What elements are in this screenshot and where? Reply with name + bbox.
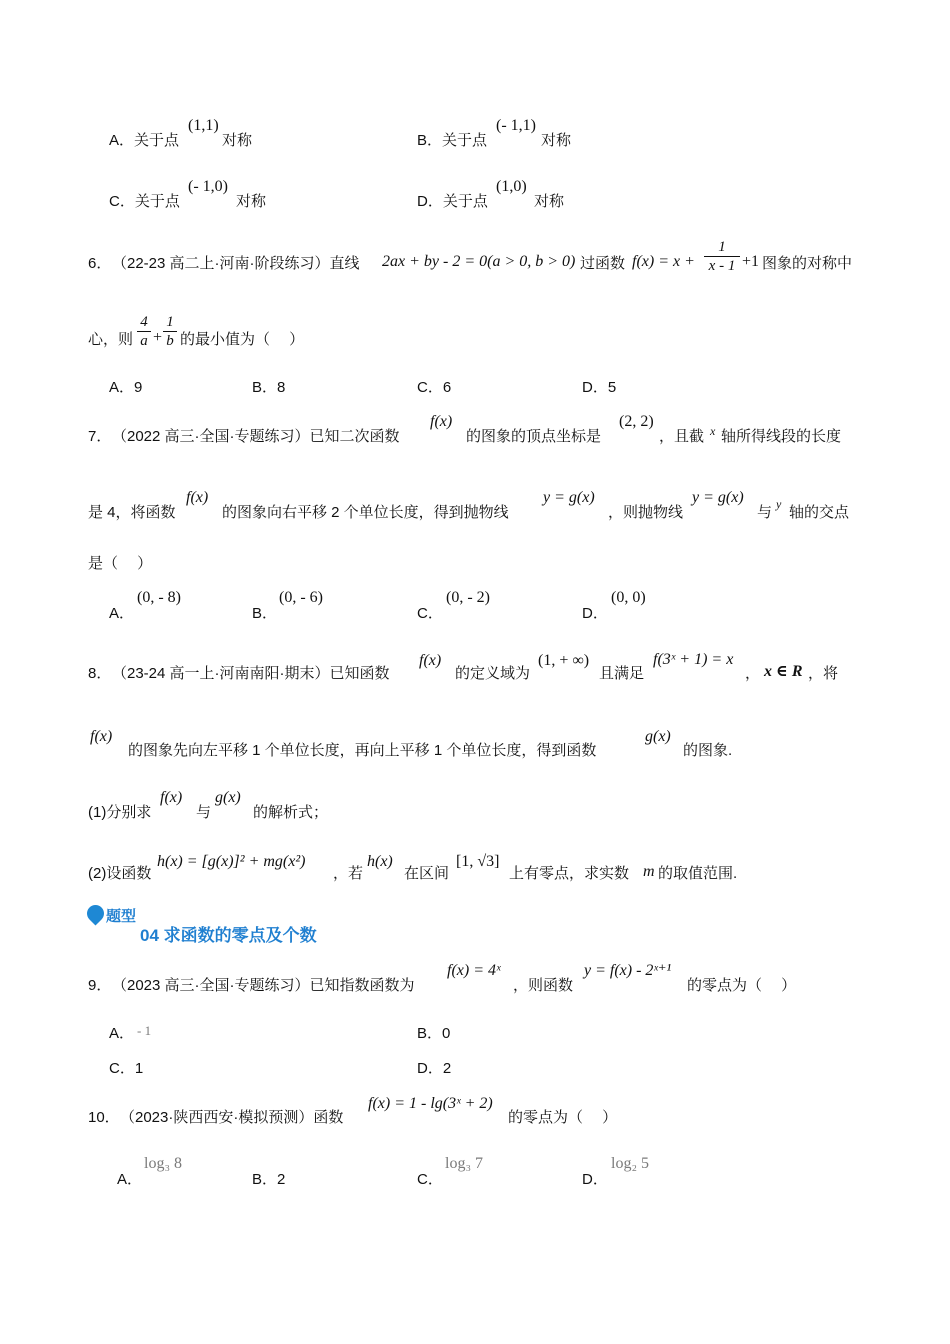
q10-text1: 的零点为（ ） [508,1109,618,1126]
q7-option-b-value: (0, - 6) [279,589,323,606]
option-label: A． [117,1171,143,1188]
q7-text1: 的图象的顶点坐标是 [466,428,602,445]
q6-option-b[interactable]: B．8 [252,379,286,396]
q5-option-b[interactable] [417,131,487,151]
q8-part1-fx: f(x) [160,789,183,806]
q6-expr-frac2 [163,313,177,350]
q9-text2: 的零点为（ ） [687,977,797,994]
section-badge: 题型 [106,908,137,925]
q7-line2-g: y = g(x) [543,489,595,506]
q10-option-b[interactable] [252,1170,285,1190]
q6-source: （22-23 高二上·河南·阶段练习）直线 [112,255,360,272]
option-label: D． [582,605,608,622]
option-label: C．1 [109,1060,144,1077]
q8-part2-end: 的取值范围. [658,865,738,882]
q8-x-in-r: x ∈ R [764,663,803,680]
q6-line2-post: 的最小值为（ ） [180,331,305,348]
q5-option-c-point: (- 1,0) [188,178,228,195]
option-label: C． [417,1171,443,1188]
location-pin-icon [83,901,107,925]
section-heading: 04 求函数的零点及个数 [140,926,317,945]
q5-option-a-point: (1,1) [188,117,219,134]
q5-option-c-suffix: 对称 [236,193,267,210]
q5-option-a[interactable] [109,131,179,151]
q7-vertex: (2, 2) [619,413,654,430]
q6-text3: 图象的对称中 [762,255,853,272]
q6-plus: + [153,329,163,346]
q7-line2-b: 的图象向右平移 2 个单位长度，得到抛物线 [222,504,509,521]
q7-option-d-value: (0, 0) [611,589,646,606]
q10-option-c-value: log₃ 7 [445,1155,484,1172]
q6-option-d[interactable]: D．5 [582,379,617,396]
q9-option-b[interactable] [417,1024,450,1044]
q5-option-d[interactable] [417,192,488,212]
q5-option-d-suffix: 对称 [534,193,565,210]
option-label: C． [417,605,443,622]
denominator: x - 1 [708,258,736,274]
q6-option-a[interactable]: A．9 [109,379,143,396]
q8-source: （23-24 高一上·河南南阳·期末）已知函数 [112,665,390,682]
q5-option-b-point: (- 1,1) [496,117,536,134]
q8-part2-mid: ，若 [333,865,364,882]
q9-number: 9． [88,977,112,994]
q8-text2: 且满足 [599,665,645,682]
q10-option-a-value: log₃ 8 [144,1155,183,1172]
q10-option-d[interactable] [582,1170,608,1190]
q7-text3: 轴所得线段的长度 [721,428,842,445]
q8-part2-text2: 上有零点，求实数 [509,865,630,882]
option-label: C．关于点 [109,193,180,210]
denominator: b [166,333,174,349]
q7-source: （2022 高三·全国·专题练习）已知二次函数 [112,428,400,445]
q8-part1-end: 的解析式； [253,804,329,821]
q6-number: 6． [88,255,112,272]
q7-number: 7． [88,428,112,445]
q10-option-c[interactable] [417,1170,443,1190]
q6-fraction [704,238,740,275]
q8-condition: f(3ˣ + 1) = x [653,651,734,668]
q6-expr-frac1 [137,313,151,350]
q8-text1: 的定义域为 [455,665,531,682]
option-label: B．关于点 [417,132,488,149]
q8-part2-m: m [643,863,655,880]
q7-y-var: y [776,497,782,511]
q8-part1-gx: g(x) [215,789,241,806]
q8-number: 8． [88,665,112,682]
option-label: D． [582,1171,608,1188]
q6-option-c[interactable]: C．6 [417,379,452,396]
q8-part2-interval: [1, √3] [456,853,500,870]
q10-function: f(x) = 1 - lg(3ˣ + 2) [368,1095,493,1112]
q8-part2-h: h(x) = [g(x)]² + mg(x²) [157,853,306,870]
q8-line2-text: 的图象先向左平移 1 个单位长度，再向上平移 1 个单位长度，得到函数 [128,742,597,759]
q7-line2-fx: f(x) [186,489,209,506]
option-label: A．关于点 [109,132,180,149]
q9-option-c[interactable] [109,1059,143,1079]
option-label: D．2 [417,1060,452,1077]
q5-option-a-suffix: 对称 [222,132,253,149]
q7-option-d[interactable] [582,604,608,624]
q7-line2-a: 是 4，将函数 [88,504,176,521]
option-label: A． [109,1025,135,1042]
q7-option-c-value: (0, - 2) [446,589,490,606]
q7-x-var: x [710,424,716,438]
q8-line2-end: 的图象. [683,742,733,759]
q6-func-lhs: f(x) = x + [632,253,695,270]
q9-text1: ，则函数 [513,977,574,994]
q6-line-equation: 2ax + by - 2 = 0(a > 0, b > 0) [382,253,576,270]
q6-func-tail: +1 [742,253,760,270]
numerator: 4 [137,313,151,332]
q10-option-d-value: log₂ 5 [611,1155,650,1172]
q5-option-d-point: (1,0) [496,178,527,195]
q7-fx: f(x) [430,413,453,430]
denominator: a [140,333,148,349]
numerator: 1 [163,313,177,332]
q9-option-a[interactable] [109,1024,134,1044]
q8-part2-pre: (2)设函数 [88,865,152,882]
q7-option-b[interactable] [252,604,277,624]
q8-fx: f(x) [419,652,442,669]
option-label: D．关于点 [417,193,488,210]
q5-option-b-suffix: 对称 [541,132,572,149]
q9-option-a-value: - 1 [137,1023,152,1038]
q7-line3: 是（ ） [88,555,153,572]
q9-option-d[interactable] [417,1059,451,1079]
q10-option-a[interactable] [117,1170,142,1190]
q8-domain: (1, + ∞) [538,652,590,669]
q5-option-c[interactable] [109,192,180,212]
q7-text2: ，且截 [659,428,705,445]
q10-source: （2023·陕西西安·模拟预测）函数 [120,1109,344,1126]
option-label: B． [252,605,278,622]
option-label: B．2 [252,1171,286,1188]
q6-line2-pre: 心，则 [88,331,134,348]
q8-part1-mid: 与 [196,804,212,821]
q6-text: 过函数 [580,255,626,272]
q7-line2-g2: y = g(x) [692,489,744,506]
q9-function: f(x) = 4ˣ [447,962,501,979]
q8-text4: ，将 [808,665,839,682]
numerator: 1 [704,238,740,257]
q9-source: （2023 高三·全国·专题练习）已知指数函数为 [112,977,415,994]
q10-number: 10． [88,1109,120,1126]
q8-line2-fx: f(x) [90,728,113,745]
q7-option-c[interactable] [417,604,443,624]
q8-part2-text: 在区间 [404,865,450,882]
q7-option-a[interactable] [109,604,134,624]
q8-text3: ， [745,665,761,682]
option-label: B．0 [417,1025,451,1042]
q8-part1-pre: (1)分别求 [88,804,152,821]
q9-y: y = f(x) - 2ˣ⁺¹ [584,962,672,979]
q7-line2-d: 与 [757,504,773,521]
q7-line2-e: 轴的交点 [789,504,850,521]
q7-option-a-value: (0, - 8) [137,589,181,606]
q7-line2-c: ，则抛物线 [608,504,684,521]
q8-part2-hx: h(x) [367,853,393,870]
q8-line2-gx: g(x) [645,728,671,745]
option-label: A． [109,605,135,622]
